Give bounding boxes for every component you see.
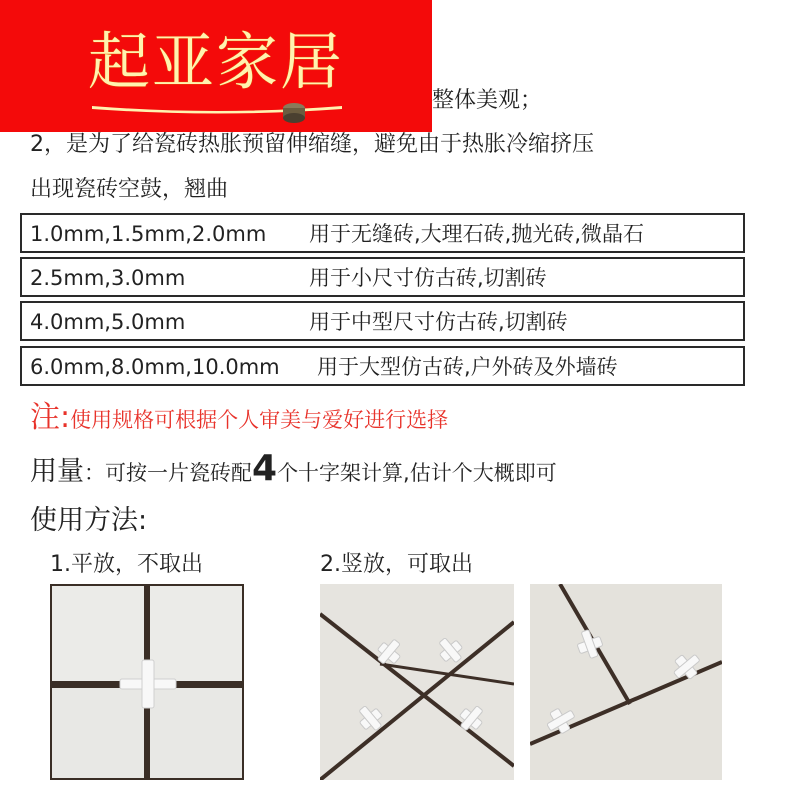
upright-spacer-photo-a xyxy=(320,584,514,780)
tile-roll-icon xyxy=(281,100,307,126)
table-row xyxy=(20,346,745,386)
note xyxy=(30,400,448,438)
usage-text: ：可按一片瓷砖配 xyxy=(84,461,252,485)
table-row xyxy=(20,213,745,253)
flat-laid-spacer-photo xyxy=(50,584,244,780)
table-row xyxy=(20,301,745,341)
spec-use: 用于中型尺寸仿古砖,切割砖 xyxy=(309,310,568,334)
spec-size: 4.0mm,5.0mm xyxy=(30,310,186,334)
intro-line-1: 整体美观； xyxy=(432,88,543,113)
usage-line xyxy=(30,448,557,489)
spec-use: 用于无缝砖,大理石砖,抛光砖,微晶石 xyxy=(309,222,645,246)
brand-logo: 起亚家居 xyxy=(88,25,345,98)
method-title: 使用方法: xyxy=(30,505,148,536)
spec-size: 1.0mm,1.5mm,2.0mm xyxy=(30,222,267,246)
usage-number: 4 xyxy=(252,448,278,489)
usage-suffix: 个十字架计算,估计个大概即可 xyxy=(277,461,557,485)
step-1-label: 1.平放，不取出 xyxy=(50,552,203,577)
note-prefix: 注: xyxy=(30,400,71,435)
step-2-label: 2.竖放，可取出 xyxy=(320,552,473,577)
intro-line-3: 出现瓷砖空鼓，翘曲 xyxy=(30,177,229,202)
brand-banner xyxy=(0,0,432,132)
spec-size: 6.0mm,8.0mm,10.0mm xyxy=(30,355,280,379)
spec-use: 用于大型仿古砖,户外砖及外墙砖 xyxy=(317,355,618,379)
spec-use: 用于小尺寸仿古砖,切割砖 xyxy=(309,266,547,290)
spec-size: 2.5mm,3.0mm xyxy=(30,266,186,290)
upright-spacer-photo-b xyxy=(530,584,722,780)
table-row xyxy=(20,257,745,297)
note-text: 使用规格可根据个人审美与爱好进行选择 xyxy=(70,408,449,432)
intro-line-2: 2，是为了给瓷砖热胀预留伸缩缝，避免由于热胀冷缩挤压 xyxy=(30,132,594,157)
usage-prefix: 用量 xyxy=(30,456,84,487)
